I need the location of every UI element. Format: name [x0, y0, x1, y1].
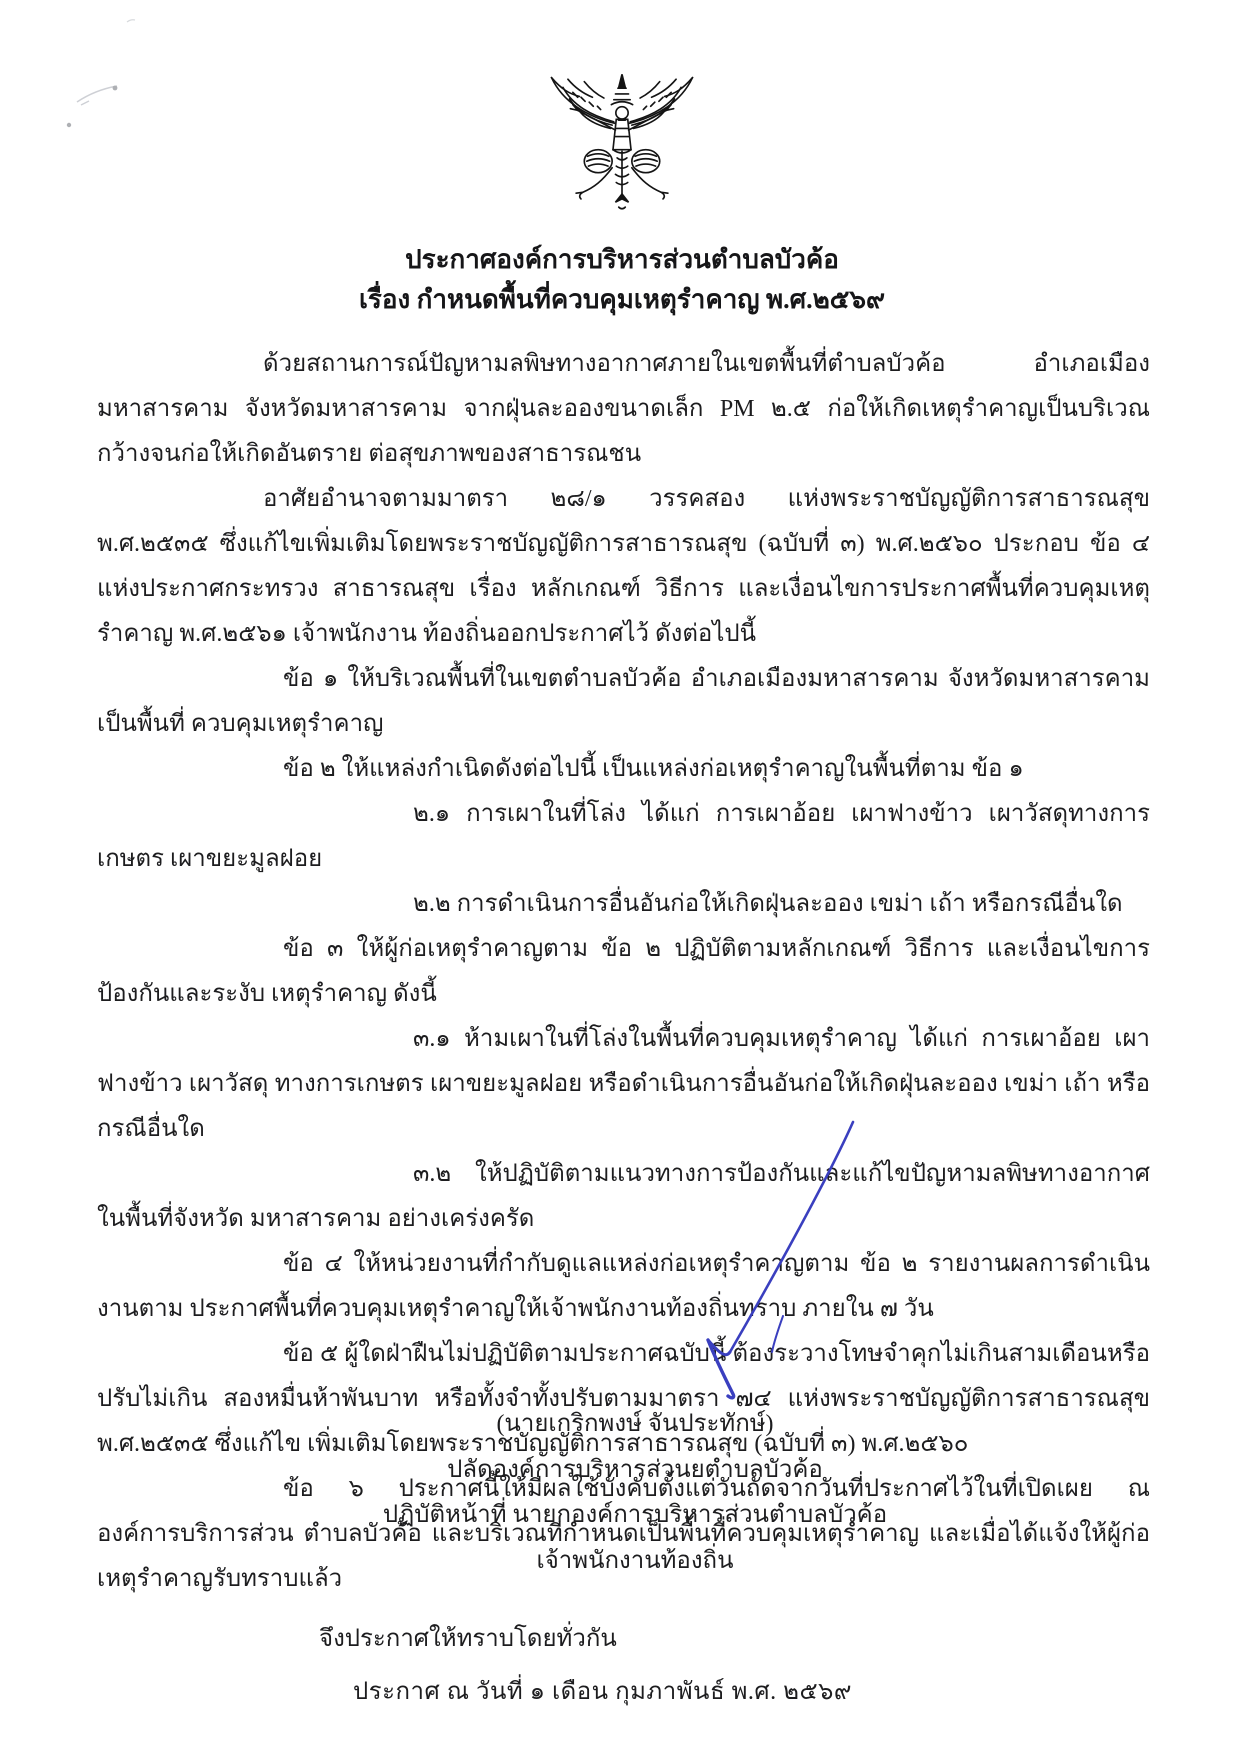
paragraph-preamble-situation: ด้วยสถานการณ์ปัญหามลพิษทางอากาศภายในเขตพื้นที่ตำบลบัวค้อ อำเภอเมืองมหาสารคาม จังหวัดมหาสารคาม จากฝุ่นละอองขนาดเล็ก PM ๒.๕ ก่อให้เกิดเหตุรำคาญเป็นบริเวณกว้างจนก่อให้เกิดอันตราย ต่อสุขภาพของสาธารณชน [97, 351, 1150, 467]
document-header [0, 240, 1244, 320]
paragraph-clause-4: ข้อ ๔ ให้หน่วยงานที่กำกับดูแลแหล่งก่อเหตุรำคาญตาม ข้อ ๒ รายงานผลการดำเนินงานตาม ประกาศพื้นที่ควบคุมเหตุรำคาญให้เจ้าพนักงานท้องถิ่นทราบ ภายใน ๗ วัน [97, 1251, 1150, 1322]
paragraph-clause-2-2: ๒.๒ การดำเนินการอื่นอันก่อให้เกิดฝุ่นละออง เขม่า เถ้า หรือกรณีอื่นใด [413, 891, 1123, 917]
signer-acting-title: ปฏิบัติหน้าที่ นายกองค์การบริหารส่วนตำบลบัวค้อ [382, 1502, 888, 1528]
document-subject: เรื่อง กำหนดพื้นที่ควบคุมเหตุรำคาญ พ.ศ.๒๕๖๙ [358, 285, 885, 314]
signer-position: ปลัดองค์การบริหารส่วนยตำบลบัวค้อ [447, 1456, 823, 1483]
paragraph-clause-2-1: ๒.๑ การเผาในที่โล่ง ได้แก่ การเผาอ้อย เผาฟางข้าว เผาวัสดุทางการเกษตร เผาขยะมูลฝอย [97, 801, 1150, 872]
pencil-smudge-marks [55, 10, 215, 140]
paragraph-clause-5: ข้อ ๕ ผู้ใดฝ่าฝืนไม่ปฏิบัติตามประกาศฉบับนี้ ต้องระวางโทษจำคุกไม่เกินสามเดือนหรือปรับไม่เกิน สองหมื่นห้าพันบาท หรือทั้งจำทั้งปรับตามมาตรา ๗๔ แห่งพระราชบัญญัติการสาธารณสุข พ.ศ.๒๕๓๕ ซึ่งแก้ไข เพิ่มเติมโดยพระราชบัญญัติการสาธารณสุข (ฉบับที่ ๓) พ.ศ.๒๕๖๐ [97, 1341, 1150, 1457]
paragraph-clause-3-1: ๓.๑ ห้ามเผาในที่โล่งในพื้นที่ควบคุมเหตุรำคาญ ได้แก่ การเผาอ้อย เผาฟางข้าว เผาวัสดุ ทางการเกษตร เผาขยะมูลฝอย หรือดำเนินการอื่นอันก่อให้เกิดฝุ่นละออง เขม่า เถ้า หรือกรณีอื่นใด [97, 1026, 1150, 1142]
closing-statement: จึงประกาศให้ทราบโดยทั่วกัน [319, 1626, 617, 1652]
document-title: ประกาศองค์การบริหารส่วนตำบลบัวค้อ [405, 245, 839, 274]
paragraph-clause-6: ข้อ ๖ ประกาศนี้ให้มีผลใช้บังคับตั้งแต่วันถัดจากวันที่ประกาศไว้ในที่เปิดเผย ณ องค์การบริการส่วน ตำบลบัวค้อ และบริเวณที่กำหนดเป็นพื้นที่ควบคุมเหตุรำคาญ และเมื่อได้แจ้งให้ผู้ก่อเหตุรำคาญรับทราบแล้ว [97, 1476, 1150, 1592]
signature-block [0, 1402, 1244, 1584]
paragraph-clause-3: ข้อ ๓ ให้ผู้ก่อเหตุรำคาญตาม ข้อ ๒ ปฏิบัติตามหลักเกณฑ์ วิธีการ และเงื่อนไขการป้องกันและระงับ เหตุรำคาญ ดังนี้ [97, 936, 1150, 1007]
paragraph-clause-3-2: ๓.๒ ให้ปฏิบัติตามแนวทางการป้องกันและแก้ไขปัญหามลพิษทางอากาศในพื้นที่จังหวัด มหาสารคาม อย่างเคร่งครัด [97, 1161, 1150, 1232]
announcement-date-line: ประกาศ ณ วันที่ ๑ เดือน กุมภาพันธ์ พ.ศ. ๒๕๖๙ [353, 1679, 852, 1705]
garuda-emblem-icon [540, 70, 704, 236]
paragraph-legal-authority: อาศัยอำนาจตามมาตรา ๒๘/๑ วรรคสอง แห่งพระราชบัญญัติการสาธารณสุข พ.ศ.๒๕๓๕ ซึ่งแก้ไขเพิ่มเติมโดยพระราชบัญญัติการสาธารณสุข (ฉบับที่ ๓) พ.ศ.๒๕๖๐ ประกอบ ข้อ ๔ แห่งประกาศกระทรวง สาธารณสุข เรื่อง หลักเกณฑ์ วิธีการ และเงื่อนไขการประกาศพื้นที่ควบคุมเหตุรำคาญ พ.ศ.๒๕๖๑ เจ้าพนักงาน ท้องถิ่นออกประกาศไว้ ดังต่อไปนี้ [97, 486, 1150, 647]
paragraph-clause-1: ข้อ ๑ ให้บริเวณพื้นที่ในเขตตำบลบัวค้อ อำเภอเมืองมหาสารคาม จังหวัดมหาสารคาม เป็นพื้นที่ ควบคุมเหตุรำคาญ [97, 666, 1150, 737]
paragraph-clause-2: ข้อ ๒ ให้แหล่งกำเนิดดังต่อไปนี้ เป็นแหล่งก่อเหตุรำคาญในพื้นที่ตาม ข้อ ๑ [283, 756, 1024, 782]
signer-name: (นายเกริกพงษ์ จันประทักษ์) [496, 1411, 774, 1437]
signer-authority-title: เจ้าพนักงานท้องถิ่น [536, 1547, 734, 1574]
